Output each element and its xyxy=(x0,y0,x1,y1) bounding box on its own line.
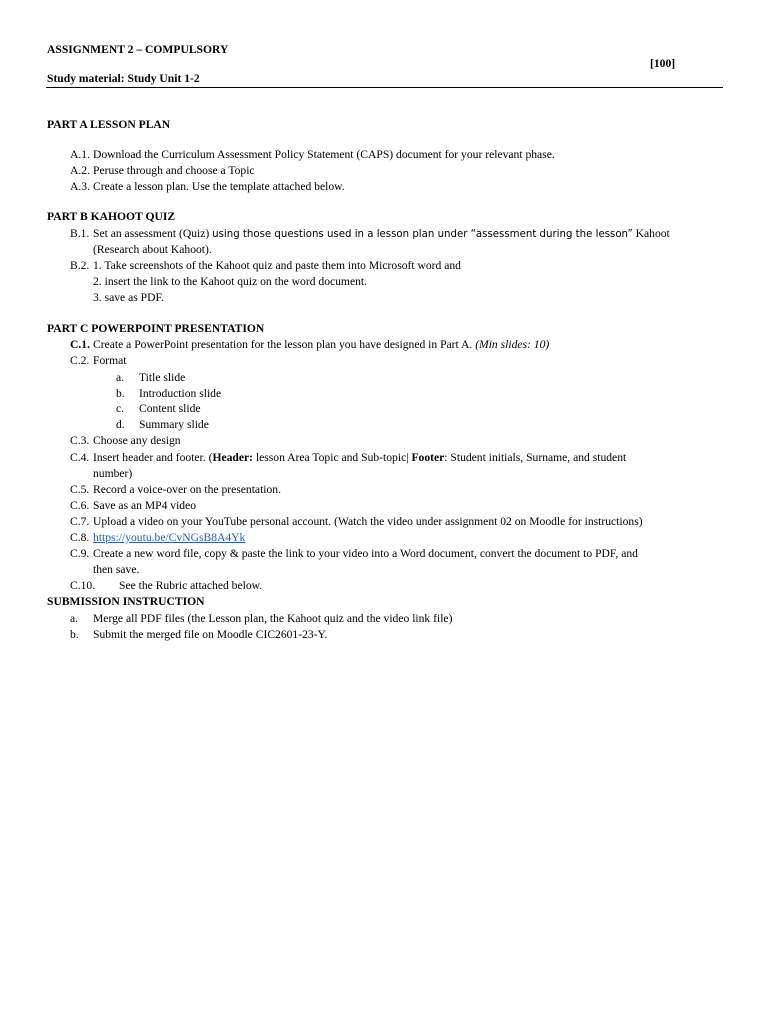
part-b-item-2-line-2: 2. insert the link to the Kahoot quiz on the word document. xyxy=(93,275,368,288)
item-number: C.3. xyxy=(70,434,90,447)
c4-post: : Student initials, Surname, and student xyxy=(444,451,627,464)
part-c-item-4-line-2: number) xyxy=(93,467,133,480)
c4-header-label: Header: xyxy=(212,451,253,464)
b1-text-end: Kahoot xyxy=(632,227,670,240)
part-a-item-3: Create a lesson plan. Use the template attached below. xyxy=(93,180,345,193)
part-b-item-1 xyxy=(93,226,670,243)
part-c-item-9: Create a new word file, copy & paste the link to your video into a Word document, convert the document to PDF, and xyxy=(93,547,638,560)
total-marks: [100] xyxy=(650,57,676,70)
c4-pre: Insert header and footer. ( xyxy=(93,451,213,464)
item-number: C.7. xyxy=(70,515,90,528)
youtube-video-link[interactable]: https://youtu.be/CvNGsB8A4Yk xyxy=(93,531,246,544)
submission-heading: SUBMISSION INSTRUCTION xyxy=(47,595,205,608)
part-c-item-1 xyxy=(93,337,549,353)
item-number: B.1. xyxy=(70,227,90,240)
part-b-item-1-line-2: (Research about Kahoot). xyxy=(93,243,212,256)
item-number: C.6. xyxy=(70,499,90,512)
item-number: C.10. xyxy=(70,579,96,592)
part-c-item-7: Upload a video on your YouTube personal account. (Watch the video under assignment 02 on Moodle for instructions) xyxy=(93,515,643,528)
study-material: Study material: Study Unit 1-2 xyxy=(47,72,200,85)
submission-letter: b. xyxy=(70,628,79,641)
part-a-item-2: Peruse through and choose a Topic xyxy=(93,164,255,177)
item-number: C.2. xyxy=(70,354,90,367)
part-c-item-5: Record a voice-over on the presentation. xyxy=(93,483,282,496)
header-rule xyxy=(46,87,723,88)
part-b-heading: PART B KAHOOT QUIZ xyxy=(47,210,176,223)
format-item-introduction-slide: Introduction slide xyxy=(139,387,222,400)
format-item-content-slide: Content slide xyxy=(139,402,201,415)
submission-letter: a. xyxy=(70,612,79,625)
item-number: C.5. xyxy=(70,483,90,496)
format-item-summary-slide: Summary slide xyxy=(139,418,209,431)
item-number: A.1. xyxy=(70,148,90,161)
part-b-item-2-line-1: 1. Take screenshots of the Kahoot quiz and paste them into Microsoft word and xyxy=(93,259,461,272)
part-a-item-1: Download the Curriculum Assessment Policy Statement (CAPS) document for your relevant phase. xyxy=(93,148,555,161)
submission-item-1: Merge all PDF files (the Lesson plan, the Kahoot quiz and the video link file) xyxy=(93,612,453,625)
c4-mid: lesson Area Topic and Sub-topic| xyxy=(253,451,412,464)
item-number: A.2. xyxy=(70,164,90,177)
format-letter: d. xyxy=(116,418,125,431)
format-letter: a. xyxy=(116,371,125,384)
b1-text-start: Set an assessment (Quiz) xyxy=(93,227,213,240)
part-b-item-2-line-3: 3. save as PDF. xyxy=(93,291,164,304)
format-letter: b. xyxy=(116,387,125,400)
item-number: C.4. xyxy=(70,451,90,464)
b1-text-sans: using those questions used in a lesson plan under “assessment during the lesson” xyxy=(212,229,633,240)
item-number: C.8. xyxy=(70,531,90,544)
part-a-heading: PART A LESSON PLAN xyxy=(47,118,171,131)
part-c-item-10: See the Rubric attached below. xyxy=(119,579,263,592)
part-c-item-6: Save as an MP4 video xyxy=(93,499,197,512)
format-item-title-slide: Title slide xyxy=(139,371,186,384)
part-c-item-9-line-2: then save. xyxy=(93,563,140,576)
submission-item-2: Submit the merged file on Moodle CIC2601-23-Y. xyxy=(93,628,328,641)
part-c-heading: PART C POWERPOINT PRESENTATION xyxy=(47,322,265,335)
part-c-item-2: Format xyxy=(93,354,127,367)
item-number: C.1. xyxy=(70,338,90,351)
part-c-item-4 xyxy=(93,450,626,466)
item-number: C.9. xyxy=(70,547,90,560)
assignment-title: ASSIGNMENT 2 – COMPULSORY xyxy=(47,43,229,56)
c1-min-slides: (Min slides: 10) xyxy=(475,338,550,351)
item-number: A.3. xyxy=(70,180,90,193)
c1-text: Create a PowerPoint presentation for the lesson plan you have designed in Part A. xyxy=(93,338,476,351)
format-letter: c. xyxy=(116,402,125,415)
part-c-item-3: Choose any design xyxy=(93,434,181,447)
c4-footer-label: Footer xyxy=(411,451,445,464)
item-number: B.2. xyxy=(70,259,90,272)
